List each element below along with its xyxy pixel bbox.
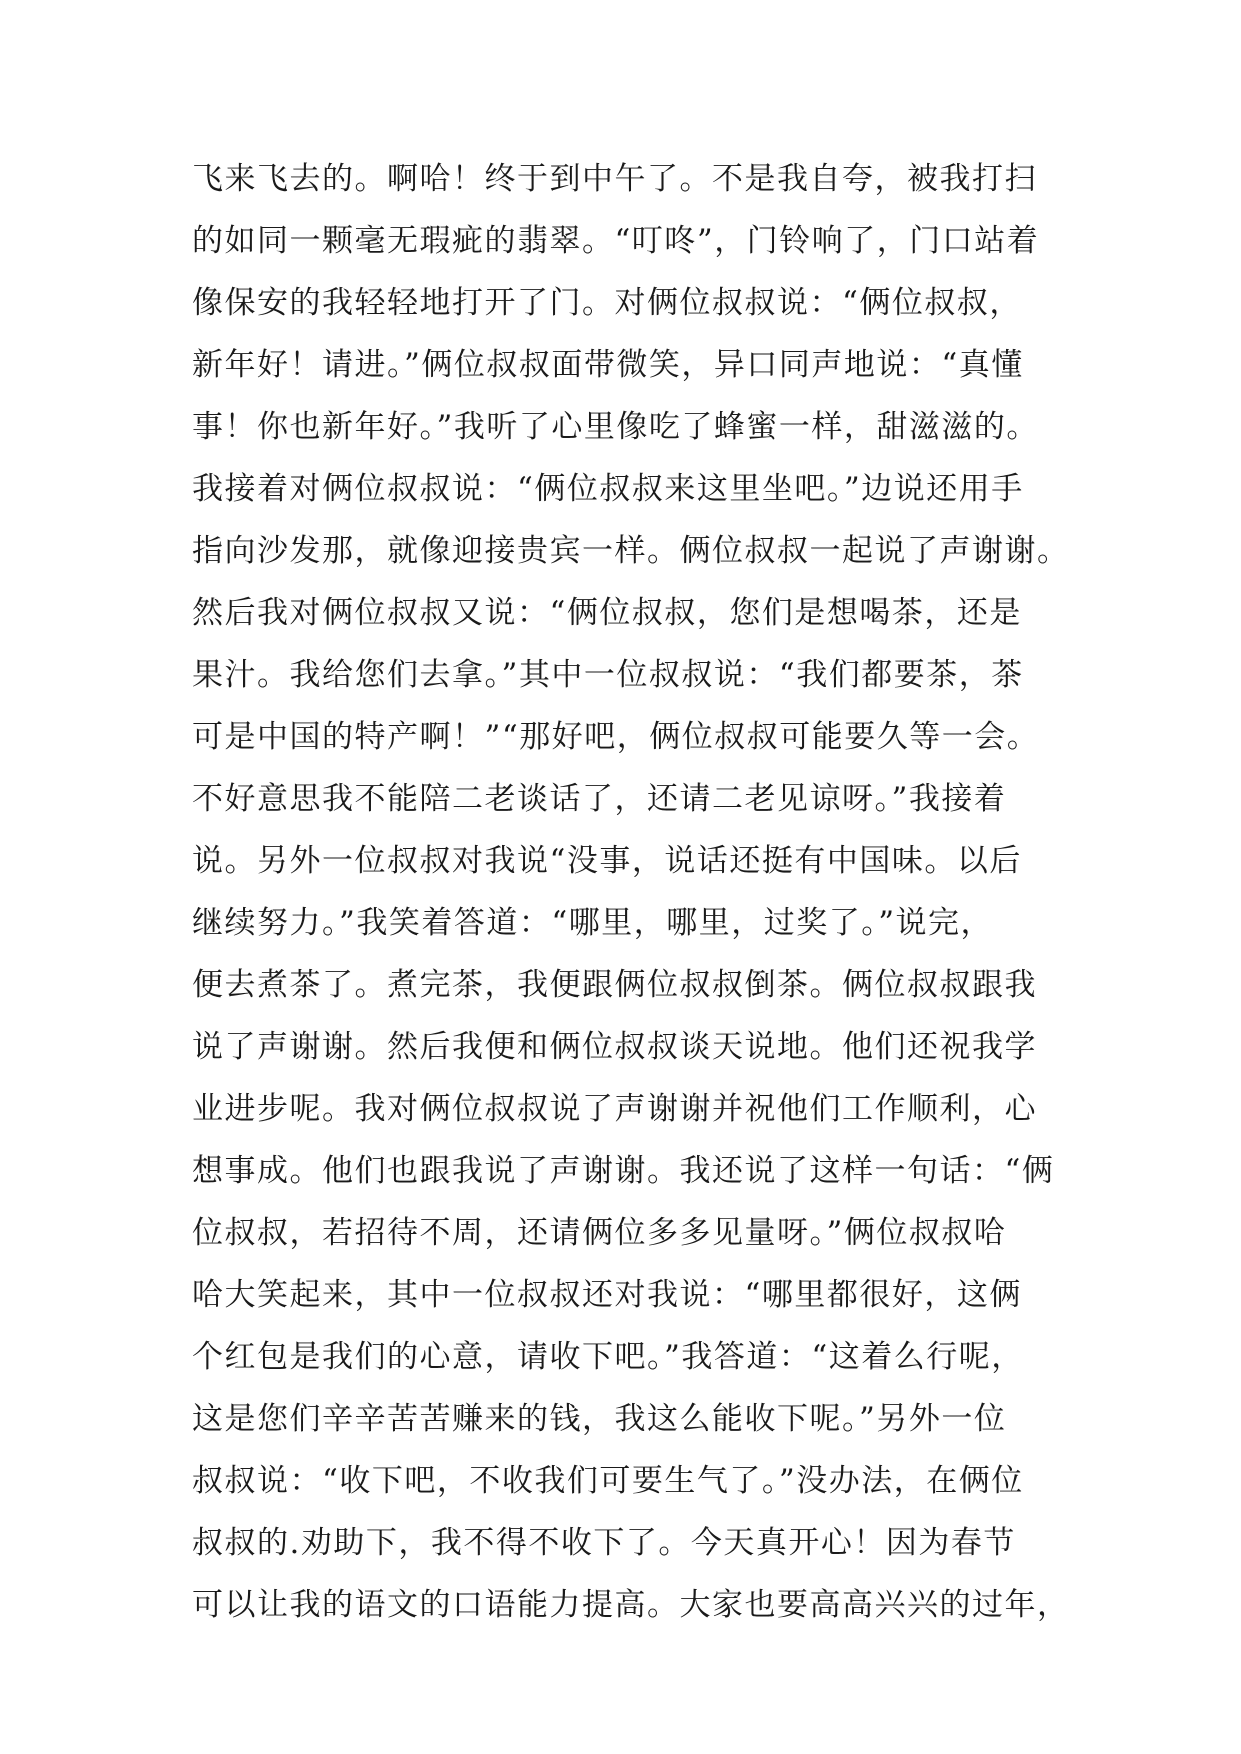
text-line: 位叔叔，若招待不周，还请俩位多多见量呀。”俩位叔叔哈 <box>192 1215 1007 1251</box>
text-line: 指向沙发那，就像迎接贵宾一样。俩位叔叔一起说了声谢谢。 <box>192 533 1070 569</box>
text-line: 像保安的我轻轻地打开了门。对俩位叔叔说：“俩位叔叔， <box>192 285 1022 321</box>
text-line: 个红包是我们的心意，请收下吧。”我答道：“这着么行呢， <box>192 1339 1024 1375</box>
text-line: 说了声谢谢。然后我便和俩位叔叔谈天说地。他们还祝我学 <box>192 1029 1037 1065</box>
text-line: 这是您们辛辛苦苦赚来的钱，我这么能收下呢。”另外一位 <box>192 1401 1007 1437</box>
text-line: 然后我对俩位叔叔又说：“俩位叔叔，您们是想喝茶，还是 <box>192 595 1022 631</box>
text-line: 哈大笑起来，其中一位叔叔还对我说：“哪里都很好，这俩 <box>192 1277 1022 1313</box>
text-line: 不好意思我不能陪二老谈话了，还请二老见谅呀。”我接着 <box>192 781 1007 817</box>
text-line: 便去煮茶了。煮完茶，我便跟俩位叔叔倒茶。俩位叔叔跟我 <box>192 967 1037 1003</box>
text-line: 可以让我的语文的口语能力提高。大家也要高高兴兴的过年， <box>192 1587 1070 1623</box>
text-line: 想事成。他们也跟我说了声谢谢。我还说了这样一句话：“俩 <box>192 1153 1055 1189</box>
text-line: 的如同一颗毫无瑕疵的翡翠。“叮咚”，门铃响了，门口站着 <box>192 223 1040 259</box>
text-line: 新年好！请进。”俩位叔叔面带微笑，异口同声地说：“真懂 <box>192 347 1024 383</box>
text-line: 说。另外一位叔叔对我说“没事，说话还挺有中国味。以后 <box>192 843 1022 879</box>
text-line: 飞来飞去的。啊哈！终于到中午了。不是我自夸，被我打扫 <box>192 161 1037 197</box>
body-text <box>192 148 1072 1636</box>
text-line: 我接着对俩位叔叔说：“俩位叔叔来这里坐吧。”边说还用手 <box>192 471 1024 507</box>
text-line: 继续努力。”我笑着答道：“哪里，哪里，过奖了。”说完， <box>192 905 994 941</box>
text-line: 业进步呢。我对俩位叔叔说了声谢谢并祝他们工作顺利，心 <box>192 1091 1037 1127</box>
text-line: 叔叔说：“收下吧，不收我们可要生气了。”没办法，在俩位 <box>192 1463 1024 1499</box>
text-line: 事！你也新年好。”我听了心里像吃了蜂蜜一样，甜滋滋的。 <box>192 409 1039 445</box>
text-line: 叔叔的.劝助下，我不得不收下了。今天真开心！因为春节 <box>192 1525 1016 1561</box>
text-line: 果汁。我给您们去拿。”其中一位叔叔说：“我们都要茶，茶 <box>192 657 1024 693</box>
text-line: 可是中国的特产啊！”“那好吧，俩位叔叔可能要久等一会。 <box>192 719 1040 755</box>
